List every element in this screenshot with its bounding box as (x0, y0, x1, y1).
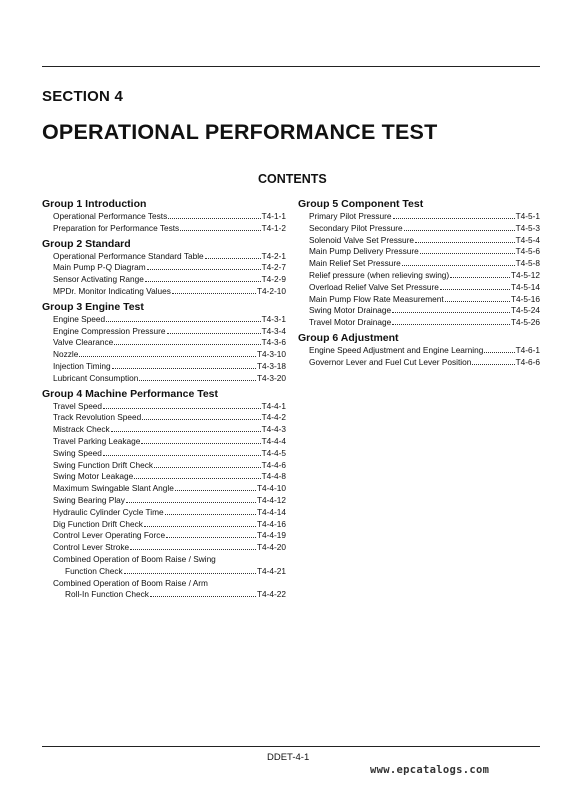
entry-page-number: T4-4-10 (256, 483, 286, 494)
group-title: Group 2 Standard (42, 237, 131, 250)
toc-entry-travel-speed[interactable] (42, 401, 286, 413)
entry-label: Combined Operation of Boom Raise / Arm (53, 577, 208, 588)
entry-label: Control Lever Stroke (53, 542, 130, 553)
entry-page-number: T4-5-24 (510, 305, 540, 316)
entry-page-number: T4-3-1 (261, 313, 286, 324)
dot-leader (175, 483, 256, 491)
toc-group (42, 197, 286, 235)
entry-label: Swing Speed (53, 447, 102, 458)
entry-label: Secondary Pilot Pressure (309, 222, 403, 233)
dot-leader (420, 246, 515, 254)
toc-entry-solenoid-valve-set-pressure[interactable] (298, 235, 540, 247)
dot-leader (484, 345, 514, 353)
page-title: OPERATIONAL PERFORMANCE TEST (42, 120, 438, 144)
entry-label: Dig Function Drift Check (53, 518, 143, 529)
dot-leader (114, 337, 260, 345)
toc-entry-primary-pilot-pressure[interactable] (298, 211, 540, 223)
entry-label: Engine Compression Pressure (53, 325, 166, 336)
toc-entry-governor-lever-and-fuel-cut-lever-position[interactable] (298, 357, 540, 369)
dot-leader (106, 314, 260, 322)
entry-page-number: T4-5-6 (515, 246, 540, 257)
entry-label: Solenoid Valve Set Pressure (309, 234, 414, 245)
entry-page-number: T4-4-22 (256, 589, 286, 600)
entry-label: Track Revolution Speed (53, 412, 142, 423)
toc-group (42, 237, 286, 298)
entry-page-number: T4-3-10 (256, 349, 286, 360)
entry-label: Travel Speed (53, 400, 103, 411)
contents-heading: CONTENTS (258, 172, 327, 186)
dot-leader (147, 262, 261, 270)
entry-page-number: T4-5-14 (510, 281, 540, 292)
dot-leader (103, 448, 261, 456)
toc-entry-engine-speed[interactable] (42, 314, 286, 326)
entry-page-number: T4-6-1 (515, 344, 540, 355)
entry-label: Nozzle (53, 349, 79, 360)
entry-label: Main Relief Set Pressure (309, 258, 401, 269)
entry-label: Engine Speed Adjustment and Engine Learning (309, 344, 484, 355)
entry-label: Maximum Swingable Slant Angle (53, 483, 174, 494)
dot-leader (445, 294, 510, 302)
group-title: Group 1 Introduction (42, 198, 147, 210)
toc-group (298, 331, 540, 369)
entry-page-number: T4-4-16 (256, 518, 286, 529)
entry-page-number: T4-4-4 (261, 435, 286, 446)
dot-leader (393, 211, 515, 219)
dot-leader (126, 495, 256, 503)
dot-leader (144, 519, 256, 527)
top-rule (42, 66, 540, 67)
dot-leader (167, 326, 261, 334)
dot-leader (404, 223, 515, 231)
toc-entry-swing-motor-drainage[interactable] (298, 305, 540, 317)
toc-entry-control-lever-operating-force[interactable] (42, 530, 286, 542)
entry-label: Swing Motor Leakage (53, 471, 134, 482)
toc-entry-engine-compression-pressure[interactable] (42, 326, 286, 338)
dot-leader (205, 251, 261, 259)
entry-label: Swing Motor Drainage (309, 305, 392, 316)
entry-page-number: T4-5-16 (510, 293, 540, 304)
dot-leader (142, 412, 260, 420)
toc-entry-overload-relief-valve-set-pressure[interactable] (298, 282, 540, 294)
entry-label-continued: Roll-In Function Check (65, 589, 149, 600)
toc-group (298, 197, 540, 329)
entry-page-number: T4-4-20 (256, 542, 286, 553)
toc-entry-operational-performance-tests[interactable] (42, 211, 286, 223)
entry-page-number: T4-5-1 (515, 211, 540, 221)
entry-page-number: T4-3-20 (256, 372, 286, 383)
entry-label: Sensor Activating Range (53, 274, 144, 285)
toc-entry-mistrack-check[interactable] (42, 424, 286, 436)
entry-page-number: T4-3-18 (256, 360, 286, 371)
toc-entry-combined-operation-of-boom-raise-arm[interactable] (42, 578, 286, 602)
toc-entry-engine-speed-adjustment-and-engine-learning[interactable] (298, 345, 540, 357)
group-title: Group 6 Adjustment (298, 331, 399, 344)
toc-entry-control-lever-stroke[interactable] (42, 542, 286, 554)
toc-entry-track-revolution-speed[interactable] (42, 412, 286, 424)
dot-leader (415, 235, 515, 243)
dot-leader (112, 361, 256, 369)
dot-leader (472, 357, 514, 365)
entry-page-number: T4-4-1 (261, 400, 286, 411)
entry-label: Swing Function Drift Check (53, 459, 154, 470)
entry-page-number: T4-1-2 (261, 222, 286, 233)
group-title: Group 5 Component Test (298, 198, 424, 210)
entry-page-number: T4-2-7 (261, 262, 286, 273)
page-code: DDET-4-1 (267, 752, 310, 763)
dot-leader (165, 507, 256, 515)
entry-page-number: T4-4-14 (256, 506, 286, 517)
entry-page-number: T4-2-9 (261, 274, 286, 285)
toc-entry-main-pump-p-q-diagram[interactable] (42, 262, 286, 274)
entry-page-number: T4-5-8 (515, 258, 540, 269)
toc-group (42, 387, 286, 602)
toc-entry-maximum-swingable-slant-angle[interactable] (42, 483, 286, 495)
entry-page-number: T4-5-26 (510, 317, 540, 328)
entry-page-number: T4-1-1 (261, 211, 286, 221)
toc-entry-travel-motor-drainage[interactable] (298, 317, 540, 329)
entry-page-number: T4-2-1 (261, 250, 286, 261)
dot-leader (392, 317, 510, 325)
entry-label: Main Pump Delivery Pressure (309, 246, 419, 257)
dot-leader (440, 282, 510, 290)
entry-label: Swing Bearing Play (53, 494, 125, 505)
toc-entry-lubricant-consumption[interactable] (42, 373, 286, 385)
entry-label: Operational Performance Standard Table (53, 250, 204, 261)
entry-label: Injection Timing (53, 360, 111, 371)
entry-page-number: T4-5-4 (515, 234, 540, 245)
entry-label: Engine Speed (53, 313, 106, 324)
dot-leader (172, 286, 256, 294)
entry-page-number: T4-4-19 (256, 530, 286, 541)
dot-leader (139, 373, 256, 381)
toc-entry-dig-function-drift-check[interactable] (42, 519, 286, 531)
entry-page-number: T4-5-3 (515, 222, 540, 233)
entry-page-number: T4-3-4 (261, 325, 286, 336)
toc-left-column (42, 197, 286, 601)
toc-entry-injection-timing[interactable] (42, 361, 286, 373)
dot-leader (154, 460, 261, 468)
entry-page-number: T4-4-5 (261, 447, 286, 458)
toc-entry-swing-bearing-play[interactable] (42, 495, 286, 507)
toc-entry-operational-performance-standard-table[interactable] (42, 251, 286, 263)
entry-label: Relief pressure (when relieving swing) (309, 269, 450, 280)
dot-leader (141, 436, 260, 444)
entry-label: Travel Motor Drainage (309, 317, 392, 328)
toc-entry-preparation-for-performance-tests[interactable] (42, 223, 286, 235)
entry-page-number: T4-4-3 (261, 424, 286, 435)
dot-leader (145, 274, 261, 282)
entry-label: Mistrack Check (53, 424, 110, 435)
entry-label: Overload Relief Valve Set Pressure (309, 281, 439, 292)
entry-label-continued: Function Check (65, 565, 123, 576)
toc-entry-main-pump-flow-rate-measurement[interactable] (298, 294, 540, 306)
entry-label: Main Pump P-Q Diagram (53, 262, 146, 273)
toc-entry-secondary-pilot-pressure[interactable] (298, 223, 540, 235)
dot-leader (150, 589, 256, 597)
toc-entry-relief-pressure-when-relieving-swing[interactable] (298, 270, 540, 282)
dot-leader (402, 258, 515, 266)
entry-label: Governor Lever and Fuel Cut Lever Position (309, 356, 472, 367)
dot-leader (450, 270, 510, 278)
toc-right-column (298, 197, 540, 369)
toc-entry-main-relief-set-pressure[interactable] (298, 258, 540, 270)
toc-entry-mpdr-monitor-indicating-values[interactable] (42, 286, 286, 298)
entry-page-number: T4-4-8 (261, 471, 286, 482)
toc-entry-valve-clearance[interactable] (42, 337, 286, 349)
toc-entry-combined-operation-of-boom-raise-swing[interactable] (42, 554, 286, 578)
entry-page-number: T4-3-6 (261, 337, 286, 348)
dot-leader (180, 223, 260, 231)
entry-label: Preparation for Performance Tests (53, 222, 180, 233)
dot-leader (134, 471, 260, 479)
watermark: www.epcatalogs.com (370, 764, 490, 776)
entry-label: Operational Performance Tests (53, 211, 168, 221)
group-title: Group 3 Engine Test (42, 300, 144, 313)
section-label: SECTION 4 (42, 88, 123, 105)
toc-entry-nozzle[interactable] (42, 349, 286, 361)
toc-entry-sensor-activating-range[interactable] (42, 274, 286, 286)
entry-label: MPDr. Monitor Indicating Values (53, 285, 171, 296)
entry-page-number: T4-5-12 (510, 269, 540, 280)
toc-entry-swing-motor-leakage[interactable] (42, 471, 286, 483)
toc-entry-travel-parking-leakage[interactable] (42, 436, 286, 448)
dot-leader (168, 211, 260, 219)
dot-leader (130, 542, 256, 550)
entry-label: Main Pump Flow Rate Measurement (309, 293, 444, 304)
group-title: Group 4 Machine Performance Test (42, 387, 219, 400)
entry-page-number: T4-4-2 (261, 412, 286, 423)
entry-page-number: T4-4-12 (256, 494, 286, 505)
dot-leader (392, 305, 510, 313)
toc-entry-hydraulic-cylinder-cycle-time[interactable] (42, 507, 286, 519)
dot-leader (79, 349, 256, 357)
dot-leader (103, 401, 261, 409)
toc-group (42, 300, 286, 385)
toc-entry-main-pump-delivery-pressure[interactable] (298, 246, 540, 258)
toc-entry-swing-function-drift-check[interactable] (42, 460, 286, 472)
entry-label: Combined Operation of Boom Raise / Swing (53, 553, 216, 564)
dot-leader (166, 530, 256, 538)
entry-label: Hydraulic Cylinder Cycle Time (53, 506, 164, 517)
entry-page-number: T4-2-10 (256, 285, 286, 296)
entry-label: Travel Parking Leakage (53, 435, 141, 446)
bottom-rule (42, 746, 540, 747)
entry-page-number: T4-6-6 (515, 356, 540, 367)
entry-label: Primary Pilot Pressure (309, 211, 392, 221)
entry-label: Control Lever Operating Force (53, 530, 166, 541)
entry-label: Lubricant Consumption (53, 372, 139, 383)
dot-leader (124, 566, 256, 574)
toc-entry-swing-speed[interactable] (42, 448, 286, 460)
entry-label: Valve Clearance (53, 337, 114, 348)
entry-page-number: T4-4-6 (261, 459, 286, 470)
entry-page-number: T4-4-21 (256, 565, 286, 576)
dot-leader (111, 424, 261, 432)
